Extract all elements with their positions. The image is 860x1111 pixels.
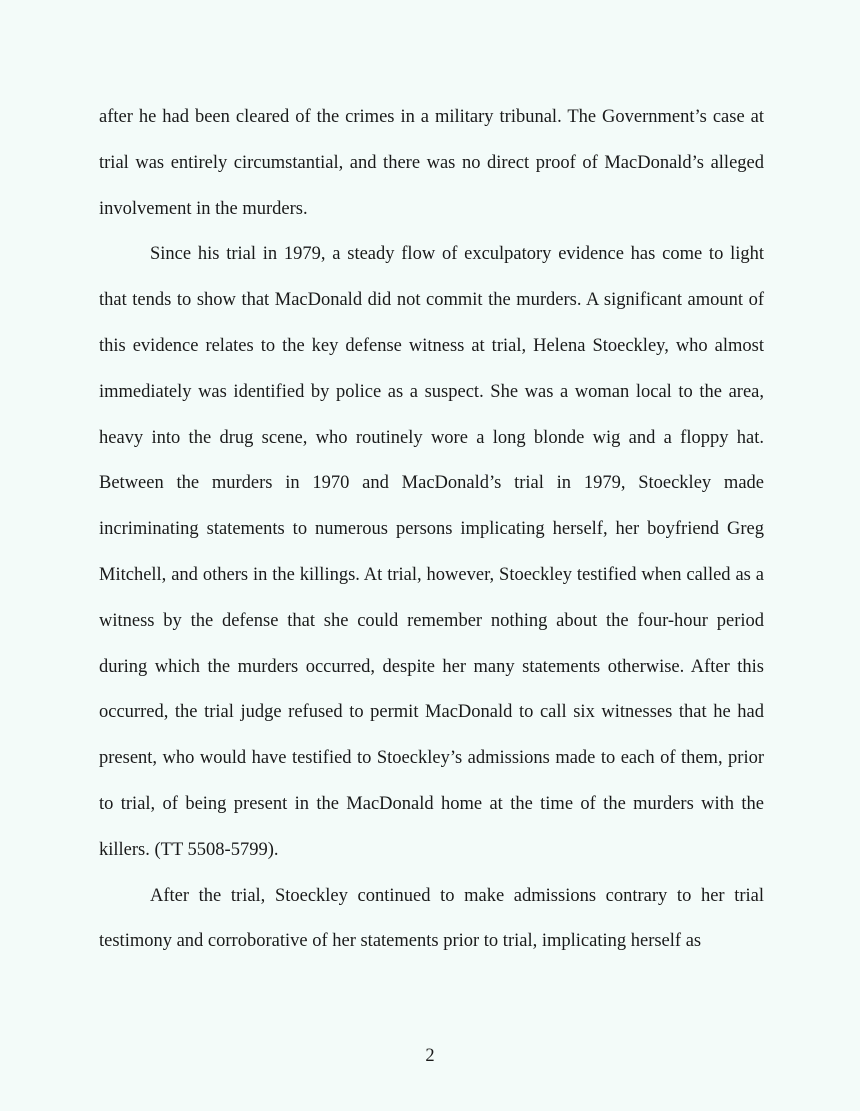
paragraph-exculpatory-evidence: Since his trial in 1979, a steady flow of exculpatory evidence has come to light that tends to show that MacDonald did not commit the murders. A significant amount of this evidence relates to the key defense witness at trial, Helena Stoeckley, who almost immediately was identified by police as a suspect. She was a woman local to the area, heavy into the drug scene, who routinely wore a long blonde wig and a floppy hat. Between the murders in 1970 and MacDonald’s trial in 1979, Stoeckley made incriminating statements to numerous persons implicating herself, her boyfriend Greg Mitchell, and others in the killings. At trial, however, Stoeckley testified when called as a witness by the defense that she could remember nothing about the four-hour period during which the murders occurred, despite her many statements otherwise. After this occurred, the trial judge refused to permit MacDonald to call six witnesses that he had present, who would have testified to Stoeckley’s admissions made to each of them, prior to trial, of being present in the MacDonald home at the time of the murders with the killers. (TT 5508-5799). bbox=[99, 244, 764, 860]
page-number: 2 bbox=[425, 1046, 435, 1066]
body-text bbox=[99, 95, 764, 965]
paragraph-after-trial: After the trial, Stoeckley continued to make admissions contrary to her trial testimony and corroborative of her statements prior to trial, implicating herself as bbox=[99, 885, 764, 952]
paragraph-continuation: after he had been cleared of the crimes in a military tribunal. The Government’s case at trial was entirely circumstantial, and there was no direct proof of MacDonald’s alleged involvement in the murders. bbox=[99, 107, 764, 219]
